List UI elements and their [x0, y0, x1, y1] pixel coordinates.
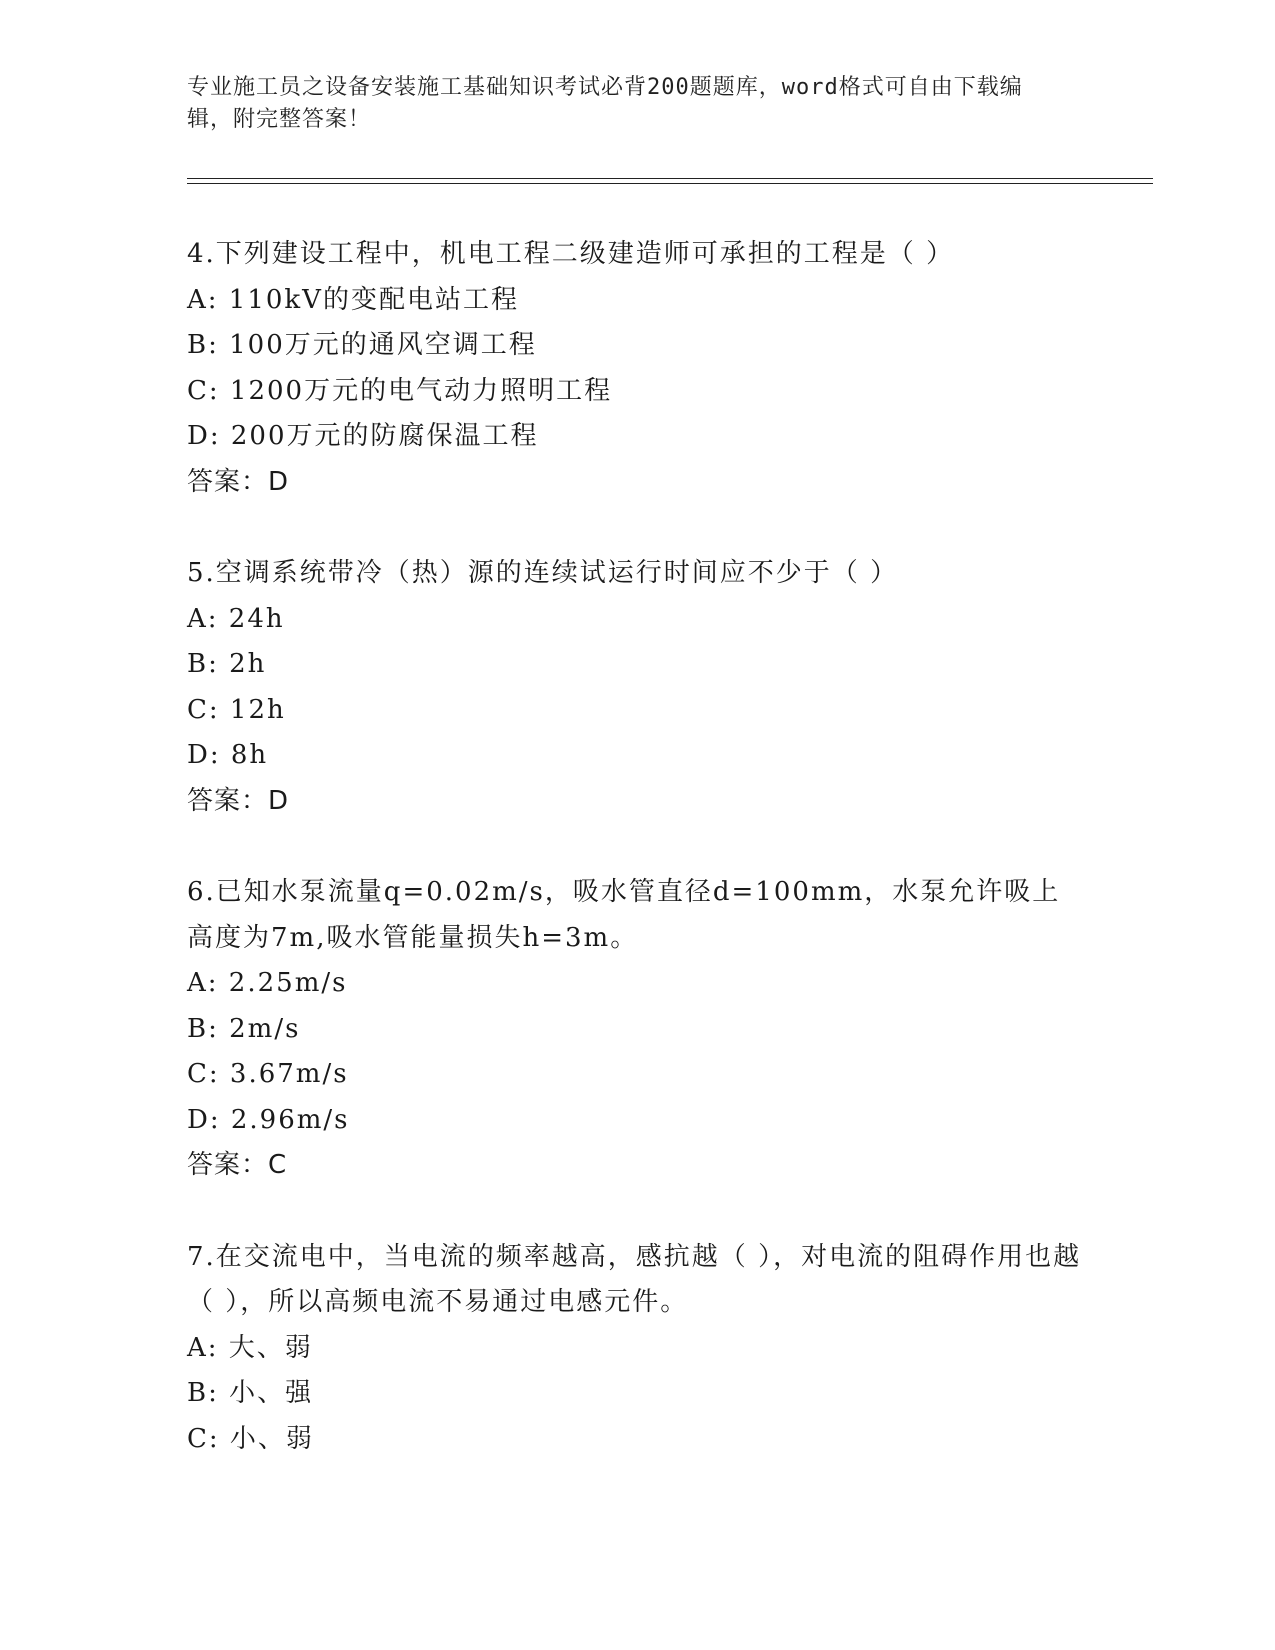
- question-4: [187, 232, 1087, 505]
- option-d: D: 200万元的防腐保温工程: [187, 421, 539, 451]
- option-b: B: 2h: [187, 649, 267, 679]
- question-spacer: [187, 1189, 1087, 1235]
- option-a: A: 24h: [187, 603, 285, 634]
- option-a: A: 大、弱: [187, 1332, 313, 1363]
- header-divider-top: [187, 178, 1153, 179]
- option-a: A: 2.25m/s: [187, 968, 348, 998]
- question-text: 6.已知水泵流量q=0.02m/s，吸水管直径d=100mm，水泵允许吸上高度为7m,吸水管能量损失h=3m。: [187, 877, 1061, 953]
- option-c: C: 12h: [187, 694, 286, 725]
- answer-label: 答案：D: [187, 466, 290, 497]
- header-title: 专业施工员之设备安装施工基础知识考试必背200题题库，word格式可自由下载编辑，附完整答案！: [187, 75, 1023, 132]
- question-5: [187, 551, 1087, 824]
- answer-label: 答案：D: [187, 785, 290, 816]
- question-6: [187, 870, 1087, 1189]
- option-c: C: 小、弱: [187, 1423, 314, 1454]
- option-c: C: 3.67m/s: [187, 1059, 349, 1089]
- option-b: B: 100万元的通风空调工程: [187, 330, 537, 360]
- answer-label: 答案：C: [187, 1150, 288, 1180]
- question-spacer: [187, 505, 1087, 551]
- question-text: 7.在交流电中，当电流的频率越高，感抗越（ ），对电流的阻碍作用也越（ ），所以高频电流不易通过电感元件。: [187, 1241, 1082, 1317]
- document-header: [187, 72, 1067, 136]
- question-spacer: [187, 824, 1087, 870]
- question-7: [187, 1235, 1087, 1463]
- option-c: C: 1200万元的电气动力照明工程: [187, 375, 613, 406]
- header-divider-bottom: [187, 183, 1153, 184]
- option-b: B: 小、强: [187, 1378, 314, 1408]
- option-b: B: 2m/s: [187, 1013, 301, 1044]
- question-list: [187, 232, 1087, 1462]
- question-text: 4.下列建设工程中，机电工程二级建造师可承担的工程是（ ）: [187, 239, 955, 269]
- option-a: A: 110kV的变配电站工程: [187, 284, 519, 315]
- option-d: D: 2.96m/s: [187, 1104, 350, 1135]
- question-text: 5.空调系统带冷（热）源的连续试运行时间应不少于（ ）: [187, 558, 899, 588]
- option-d: D: 8h: [187, 740, 269, 770]
